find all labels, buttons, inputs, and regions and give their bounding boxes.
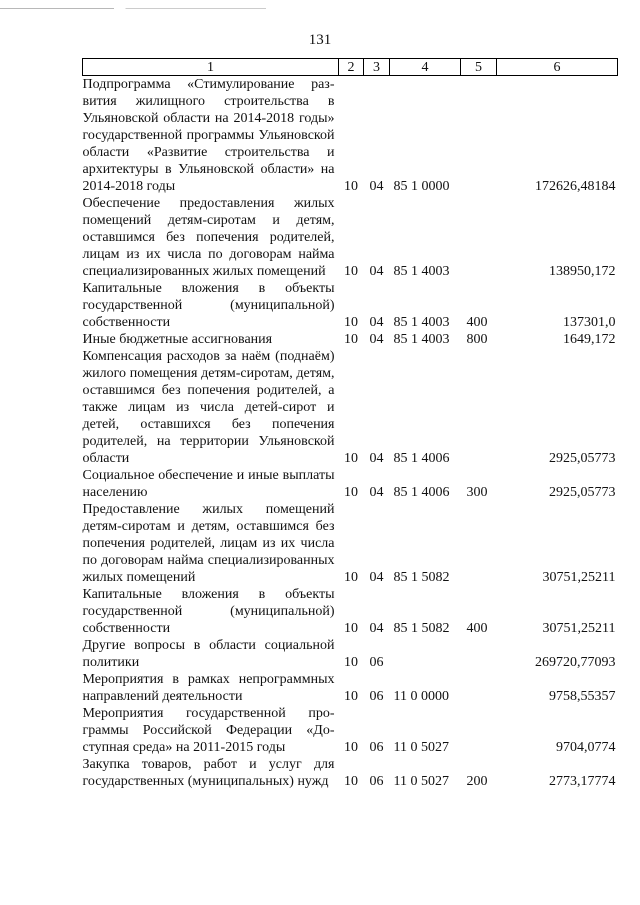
row-name: Мероприятия государственной программы Российской Федерации «Доступная среда» на 2011-2015 годы: [82, 706, 335, 755]
table-row: [83, 501, 618, 586]
row-podrazdel: 06: [369, 689, 384, 704]
row-vr: [461, 637, 497, 671]
row-podrazdel: 04: [369, 570, 384, 585]
row-name: Социальное обеспечение и иные выплаты населению: [82, 468, 335, 500]
row-vr: [461, 501, 497, 586]
row-razdel: 10: [344, 621, 358, 636]
table-row: [83, 76, 618, 196]
row-vr: [461, 76, 497, 196]
row-razdel: 10: [344, 485, 358, 500]
row-podrazdel: 04: [369, 264, 384, 279]
row-name: Капитальные вложения в объекты государственной (муниципальной) собственности: [82, 587, 335, 636]
row-razdel: 10: [344, 689, 358, 704]
table-row: [83, 467, 618, 501]
row-sum: 9704,0774: [556, 740, 616, 755]
row-sum: 30751,25211: [542, 621, 616, 636]
row-razdel: 10: [344, 451, 358, 466]
header-col-1: 1: [83, 59, 339, 76]
row-podrazdel: 04: [369, 621, 384, 636]
header-col-2: 2: [339, 59, 364, 76]
row-csr: 11 0 0000: [393, 689, 449, 704]
row-sum: 9758,55357: [549, 689, 616, 704]
row-razdel: 10: [344, 315, 358, 330]
row-vr: 400: [466, 315, 488, 330]
row-podrazdel: 06: [369, 740, 384, 755]
table-row: [83, 348, 618, 467]
table-row: [83, 671, 618, 705]
row-vr: [461, 671, 497, 705]
scan-artifact-line: [0, 8, 380, 9]
row-razdel: 10: [344, 570, 358, 585]
row-csr: 85 1 4006: [393, 485, 450, 500]
row-name: Обеспечение предоставления жилых помещений детям-сиротам и детям, оставшимся без попечения родителей, лицам из их числа по договорам найма специализированных жилых помещений: [82, 196, 335, 279]
row-name: Компенсация расходов за наём (поднаём) жилого помещения детям-сиротам, детям, оставшимся без попечения родителей, а также лицам из числа детей-сирот и детей, оставшихся без попечения родителей, на территории Ульяновской области: [82, 349, 335, 466]
row-podrazdel: 04: [369, 451, 384, 466]
table-row: [83, 586, 618, 637]
row-sum: 2925,05773: [549, 485, 616, 500]
row-razdel: 10: [344, 774, 358, 789]
row-csr: 11 0 5027: [393, 774, 449, 789]
row-name: Другие вопросы в области социальной политики: [82, 638, 335, 670]
table-row: [83, 195, 618, 280]
table-row: [83, 280, 618, 331]
row-vr: [461, 348, 497, 467]
row-csr: 11 0 5027: [393, 740, 449, 755]
row-sum: 138950,172: [549, 264, 616, 279]
row-razdel: 10: [344, 740, 358, 755]
row-sum: 2773,17774: [549, 774, 616, 789]
row-vr: 300: [466, 485, 488, 500]
row-csr: 85 1 5082: [393, 570, 450, 585]
row-razdel: 10: [344, 264, 358, 279]
header-col-4: 4: [390, 59, 461, 76]
row-name: Закупка товаров, работ и услуг для государственных (муниципальных) нужд: [82, 757, 335, 789]
row-name: Предоставление жилых помещений детям-сиротам и детям, оставшимся без попечения родителей, лицам из их числа по договорам найма специализированных жилых помещений: [82, 502, 335, 585]
row-csr: 85 1 4003: [393, 315, 450, 330]
row-vr: 400: [466, 621, 488, 636]
row-csr: 85 1 4003: [393, 332, 450, 347]
header-col-6: 6: [497, 59, 618, 76]
row-csr: [390, 637, 461, 671]
row-razdel: 10: [344, 332, 358, 347]
row-csr: 85 1 4003: [393, 264, 450, 279]
row-sum: 1649,172: [563, 332, 616, 347]
row-name: Мероприятия в рамках непрограммных направлений деятельности: [82, 672, 335, 704]
page-number: 131: [308, 32, 332, 48]
header-row: [83, 59, 618, 76]
budget-table: [82, 58, 618, 790]
row-vr: 800: [466, 332, 488, 347]
row-vr: 200: [466, 774, 488, 789]
table-row: [83, 705, 618, 756]
table-row: [83, 331, 618, 348]
row-sum: 172626,48184: [535, 179, 616, 194]
row-sum: 30751,25211: [542, 570, 616, 585]
row-vr: [461, 195, 497, 280]
row-podrazdel: 04: [369, 315, 384, 330]
row-sum: 2925,05773: [549, 451, 616, 466]
row-name: Капитальные вложения в объекты государственной (муниципальной) собственности: [82, 281, 335, 330]
row-name: Иные бюджетные ассигнования: [82, 332, 273, 347]
header-col-5: 5: [461, 59, 497, 76]
row-podrazdel: 04: [369, 179, 384, 194]
table-row: [83, 637, 618, 671]
header-col-3: 3: [364, 59, 390, 76]
row-podrazdel: 06: [369, 774, 384, 789]
row-name: Подпрограмма «Стимулирование развития жилищного строительства в Ульяновской области на 2014-2018 годы» государственной программы Ульяновской области «Развитие строительства и архитектуры в Ульяновской области» на 2014-2018 годы: [82, 77, 335, 194]
row-vr: [461, 705, 497, 756]
row-csr: 85 1 0000: [393, 179, 450, 194]
row-razdel: 10: [344, 655, 358, 670]
row-podrazdel: 06: [369, 655, 384, 670]
row-sum: 137301,0: [563, 315, 616, 330]
table-row: [83, 756, 618, 790]
row-razdel: 10: [344, 179, 358, 194]
row-podrazdel: 04: [369, 332, 384, 347]
row-podrazdel: 04: [369, 485, 384, 500]
row-csr: 85 1 4006: [393, 451, 450, 466]
row-sum: 269720,77093: [535, 655, 616, 670]
row-csr: 85 1 5082: [393, 621, 450, 636]
